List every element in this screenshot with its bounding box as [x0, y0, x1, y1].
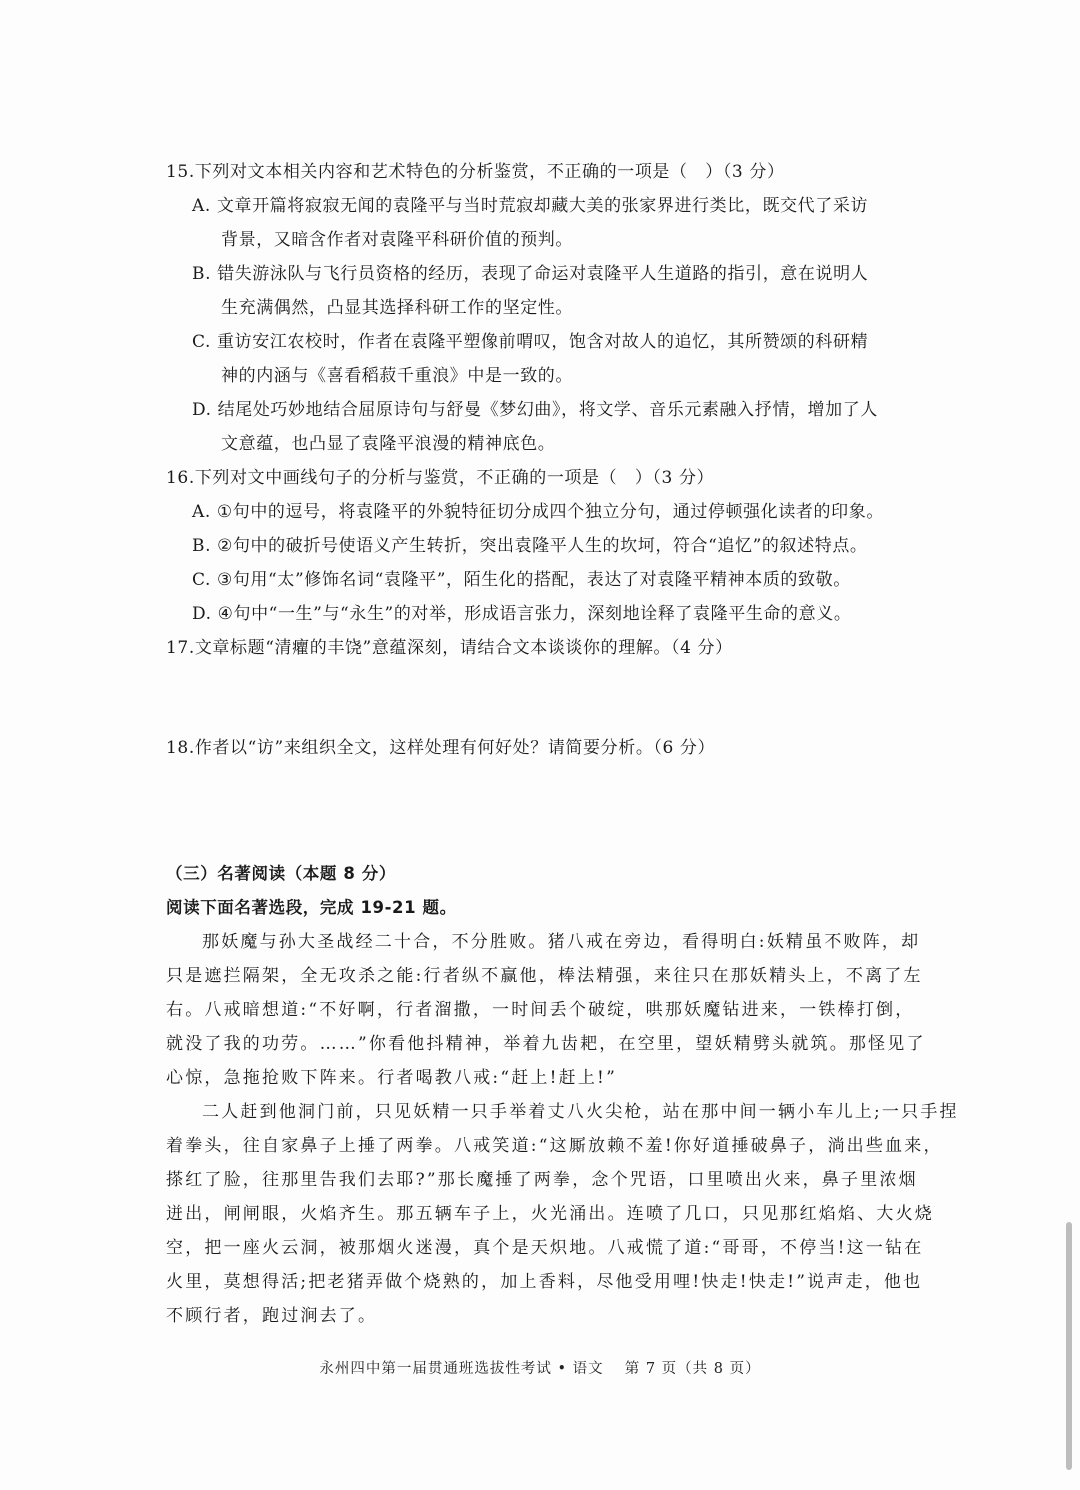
- question-15-stem: 15.下列对文本相关内容和艺术特色的分析鉴赏，不正确的一项是（ ）（3 分）: [166, 162, 785, 182]
- question-15-option-c: C. 重访安江农校时，作者在袁隆平塑像前喟叹，饱含对故人的追忆，其所赞颂的科研精: [192, 332, 869, 352]
- question-16-stem: 16.下列对文中画线句子的分析与鉴赏，不正确的一项是（ ）（3 分）: [166, 468, 715, 488]
- question-15-option-c-cont: 神的内涵与《喜看稻菽千重浪》中是一致的。: [221, 366, 573, 386]
- passage-line: 心惊，急拖抢败下阵来。行者喝教八戒:“赶上!赶上!”: [166, 1068, 617, 1088]
- question-16-option-d: D. ④句中“一生”与“永生”的对举，形成语言张力，深刻地诠释了袁隆平生命的意义。: [192, 604, 852, 624]
- page-content: [166, 155, 959, 1333]
- question-15-option-a: A. 文章开篇将寂寂无闻的袁隆平与当时荒寂却藏大美的张家界进行类比，既交代了采访: [192, 196, 869, 216]
- passage-line: 空，把一座火云洞，被那烟火迷漫，真个是天炽地。八戒慌了道:“哥哥，不停当!这一钻在: [166, 1238, 924, 1258]
- passage-line: 二人赶到他洞门前，只见妖精一只手举着丈八火尖枪，站在那中间一辆小车儿上;一只手捏: [202, 1102, 959, 1122]
- answer-space-18: [166, 765, 916, 857]
- passage-line: 火里，莫想得活;把老猪弄做个烧熟的，加上香料，尽他受用哩!快走!快走!”说声走，他也: [166, 1272, 923, 1292]
- question-18: 18.作者以“访”来组织全文，这样处理有何好处？请简要分析。（6 分）: [166, 738, 716, 758]
- passage-line: 只是遮拦隔架，全无攻杀之能:行者纵不赢他，棒法精强，来往只在那妖精头上，不离了左: [166, 966, 923, 986]
- section-3-title: （三）名著阅读（本题 8 分）: [166, 864, 396, 883]
- passage-line: 右。八戒暗想道:“不好啊，行者溜撒，一时间丢个破绽，哄那妖魔钻进来，一铁棒打倒，: [166, 1000, 915, 1020]
- question-17: 17.文章标题“清癯的丰饶”意蕴深刻，请结合文本谈谈你的理解。（4 分）: [166, 638, 733, 658]
- question-15-option-b-cont: 生充满偶然，凸显其选择科研工作的坚定性。: [221, 298, 573, 318]
- passage-line: 着拳头，往自家鼻子上捶了两拳。八戒笑道:“这厮放赖不羞!你好道捶破鼻子，淌出些血来，: [166, 1136, 943, 1156]
- question-15-option-b: B. 错失游泳队与飞行员资格的经历，表现了命运对袁隆平人生道路的指引，意在说明人: [192, 264, 869, 284]
- passage-line: 就没了我的功劳。……”你看他抖精神，举着九齿耙，在空里，望妖精劈头就筑。那怪见了: [166, 1034, 926, 1054]
- passage-line: 迸出，闸闸眼，火焰齐生。那五辆车子上，火光涌出。连喷了几口，只见那红焰焰、大火烧: [166, 1204, 934, 1224]
- passage-line: 那妖魔与孙大圣战经二十合，不分胜败。猪八戒在旁边，看得明白:妖精虽不败阵，却: [202, 932, 921, 952]
- page-footer: 永州四中第一届贯通班选拔性考试 • 语文 第 7 页（共 8 页）: [319, 1361, 761, 1377]
- question-15-option-d: D. 结尾处巧妙地结合屈原诗句与舒曼《梦幻曲》，将文学、音乐元素融入抒情，增加了人: [192, 400, 878, 420]
- answer-space-17: [166, 665, 916, 731]
- question-15-option-d-cont: 文意蕴，也凸显了袁隆平浪漫的精神底色。: [221, 434, 556, 454]
- question-16-option-b: B. ②句中的破折号使语义产生转折，突出袁隆平人生的坎坷，符合“追忆”的叙述特点。: [192, 536, 868, 556]
- vertical-scrollbar[interactable]: [1066, 1222, 1072, 1470]
- passage-line: 搽红了脸，往那里告我们去耶?”那长魔捶了两拳，念个咒语，口里喷出火来，鼻子里浓烟: [166, 1170, 918, 1190]
- question-16-option-c: C. ③句用“太”修饰名词“袁隆平”，陌生化的搭配，表达了对袁隆平精神本质的致敬。: [192, 570, 851, 590]
- question-16-option-a: A. ①句中的逗号，将袁隆平的外貌特征切分成四个独立分句，通过停顿强化读者的印象。: [192, 502, 884, 522]
- passage-line: 不顾行者，跑过涧去了。: [166, 1306, 378, 1326]
- question-15-option-a-cont: 背景，又暗含作者对袁隆平科研价值的预判。: [221, 230, 573, 250]
- section-3-instruction: 阅读下面名著选段，完成 19-21 题。: [166, 898, 457, 917]
